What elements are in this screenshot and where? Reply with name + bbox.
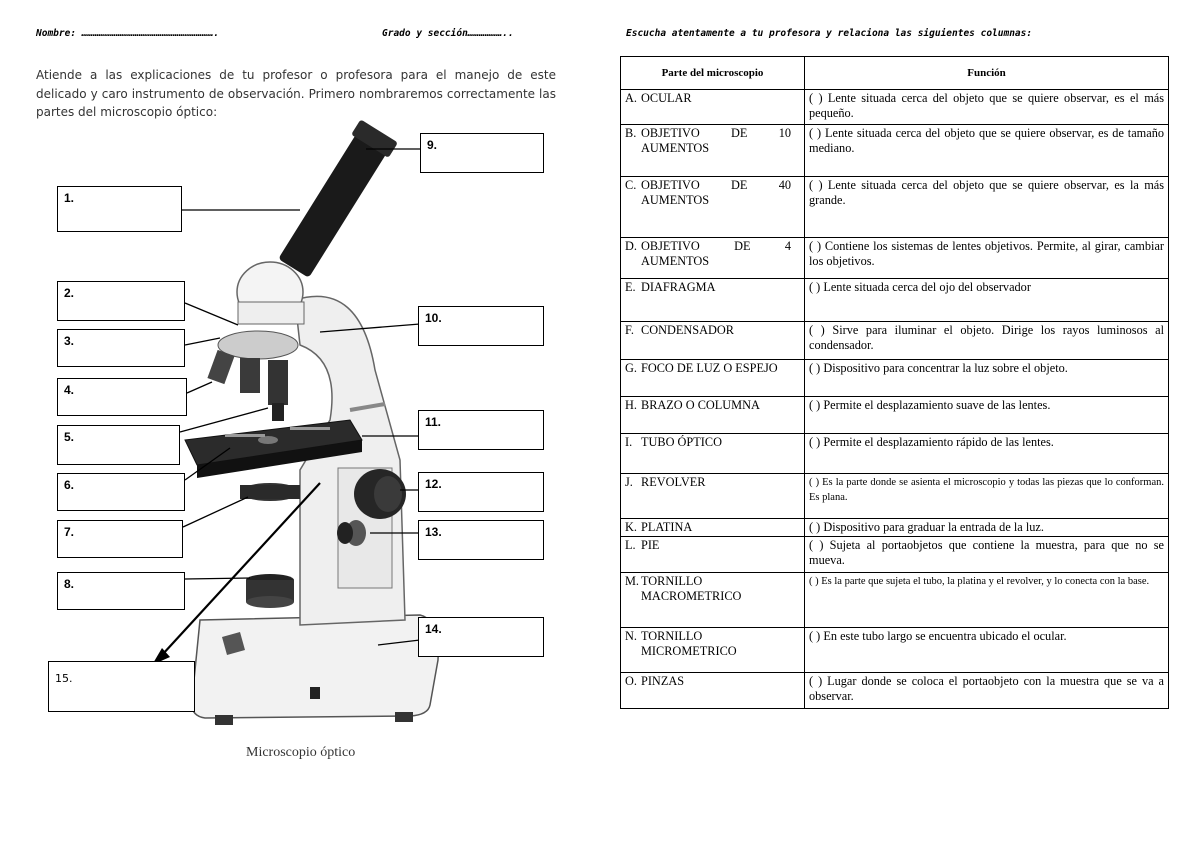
row-part: TORNILLO MACROMETRICO bbox=[641, 574, 742, 603]
row-function[interactable]: ( ) Lente situada cerca del objeto que se quiere observar, es la más grande. bbox=[805, 177, 1169, 238]
label-box-9[interactable]: 9. bbox=[420, 133, 544, 173]
row-part: BRAZO O COLUMNA bbox=[641, 398, 760, 412]
grade-section-label: Grado y sección……………….. bbox=[382, 28, 514, 39]
table-row bbox=[621, 537, 1169, 573]
row-letter: A. bbox=[625, 91, 637, 105]
table-row bbox=[621, 397, 1169, 434]
row-part: REVOLVER bbox=[641, 475, 706, 489]
row-part: OBJETIVO DE 10 AUMENTOS bbox=[641, 126, 791, 155]
row-part: TUBO ÓPTICO bbox=[641, 435, 722, 449]
row-function[interactable]: ( ) Permite el desplazamiento suave de las lentes. bbox=[805, 397, 1169, 434]
row-part: CONDENSADOR bbox=[641, 323, 734, 337]
table-row bbox=[621, 279, 1169, 322]
row-function[interactable]: ( ) Dispositivo para graduar la entrada de la luz. bbox=[805, 519, 1169, 537]
table-row bbox=[621, 519, 1169, 537]
row-function[interactable]: ( ) Permite el desplazamiento rápido de las lentes. bbox=[805, 434, 1169, 474]
row-part: FOCO DE LUZ O ESPEJO bbox=[641, 361, 778, 375]
table-row bbox=[621, 474, 1169, 519]
row-part: PLATINA bbox=[641, 520, 693, 534]
row-part: OBJETIVO DE 40 AUMENTOS bbox=[641, 178, 791, 207]
table-row bbox=[621, 177, 1169, 238]
label-box-15[interactable]: 15. bbox=[48, 661, 195, 712]
row-letter: O. bbox=[625, 674, 637, 688]
label-box-11[interactable]: 11. bbox=[418, 410, 544, 450]
label-box-4[interactable]: 4. bbox=[57, 378, 187, 416]
row-letter: F. bbox=[625, 323, 634, 337]
row-function[interactable]: ( ) Sirve para iluminar el objeto. Dirige los rayos luminosos al condensador. bbox=[805, 322, 1169, 360]
row-part: PIE bbox=[641, 538, 660, 552]
row-part: OBJETIVO DE 4 AUMENTOS bbox=[641, 239, 791, 268]
table-row bbox=[621, 322, 1169, 360]
label-box-10[interactable]: 10. bbox=[418, 306, 544, 346]
name-field-label: Nombre: ……………………………………………………………. bbox=[36, 28, 220, 39]
label-box-13[interactable]: 13. bbox=[418, 520, 544, 560]
table-row bbox=[621, 628, 1169, 673]
row-letter: M. bbox=[625, 574, 640, 588]
row-function[interactable]: ( ) Es la parte donde se asienta el microscopio y todas las piezas que lo conforman. Es plana. bbox=[805, 474, 1169, 519]
table-row bbox=[621, 90, 1169, 125]
row-function[interactable]: ( ) Lente situada cerca del objeto que se quiere observar, es el más pequeño. bbox=[805, 90, 1169, 125]
row-function[interactable]: ( ) Lugar donde se coloca el portaobjeto con la muestra que se va a observar. bbox=[805, 673, 1169, 709]
row-letter: B. bbox=[625, 126, 637, 140]
row-letter: I. bbox=[625, 435, 633, 449]
matching-table bbox=[620, 56, 1169, 709]
row-function[interactable]: ( ) Lente situada cerca del objeto que se quiere observar, es de tamaño mediano. bbox=[805, 125, 1169, 177]
row-function[interactable]: ( ) En este tubo largo se encuentra ubicado el ocular. bbox=[805, 628, 1169, 673]
label-box-14[interactable]: 14. bbox=[418, 617, 544, 657]
table-instruction: Escucha atentamente a tu profesora y relaciona las siguientes columnas: bbox=[626, 28, 1033, 39]
table-row bbox=[621, 573, 1169, 628]
row-function[interactable]: ( ) Sujeta al portaobjetos que contiene la muestra, para que no se mueva. bbox=[805, 537, 1169, 573]
label-box-1[interactable]: 1. bbox=[57, 186, 182, 232]
table-row bbox=[621, 360, 1169, 397]
figure-caption: Microscopio óptico bbox=[246, 745, 356, 760]
label-box-6[interactable]: 6. bbox=[57, 473, 185, 511]
row-letter: L. bbox=[625, 538, 636, 552]
intro-paragraph: Atiende a las explicaciones de tu profesor o profesora para el manejo de este delicado y caro instrumento de observación. Primero nombraremos correctamente las partes del microscopio óptico: bbox=[36, 68, 556, 119]
row-letter: D. bbox=[625, 239, 637, 253]
col-header-function: Función bbox=[805, 57, 1169, 90]
row-letter: J. bbox=[625, 475, 633, 489]
row-function[interactable]: ( ) Lente situada cerca del ojo del observador bbox=[805, 279, 1169, 322]
label-box-3[interactable]: 3. bbox=[57, 329, 185, 367]
label-box-8[interactable]: 8. bbox=[57, 572, 185, 610]
row-letter: C. bbox=[625, 178, 637, 192]
row-function[interactable]: ( ) Es la parte que sujeta el tubo, la platina y el revolver, y lo conecta con la base. bbox=[805, 573, 1169, 628]
label-box-5[interactable]: 5. bbox=[57, 425, 180, 465]
table-row bbox=[621, 434, 1169, 474]
col-header-part: Parte del microscopio bbox=[621, 57, 805, 90]
table-header-row bbox=[621, 57, 1169, 90]
row-letter: G. bbox=[625, 361, 637, 375]
row-part: PINZAS bbox=[641, 674, 685, 688]
label-box-12[interactable]: 12. bbox=[418, 472, 544, 512]
label-box-2[interactable]: 2. bbox=[57, 281, 185, 321]
row-part: TORNILLO MICROMETRICO bbox=[641, 629, 737, 658]
row-letter: N. bbox=[625, 629, 637, 643]
label-box-7[interactable]: 7. bbox=[57, 520, 183, 558]
table-row bbox=[621, 238, 1169, 279]
row-function[interactable]: ( ) Contiene los sistemas de lentes objetivos. Permite, al girar, cambiar los objetivos. bbox=[805, 238, 1169, 279]
table-row bbox=[621, 673, 1169, 709]
row-letter: H. bbox=[625, 398, 637, 412]
row-letter: E. bbox=[625, 280, 636, 294]
row-part: DIAFRAGMA bbox=[641, 280, 716, 294]
table-row bbox=[621, 125, 1169, 177]
row-letter: K. bbox=[625, 520, 637, 534]
row-part: OCULAR bbox=[641, 91, 692, 105]
row-function[interactable]: ( ) Dispositivo para concentrar la luz sobre el objeto. bbox=[805, 360, 1169, 397]
